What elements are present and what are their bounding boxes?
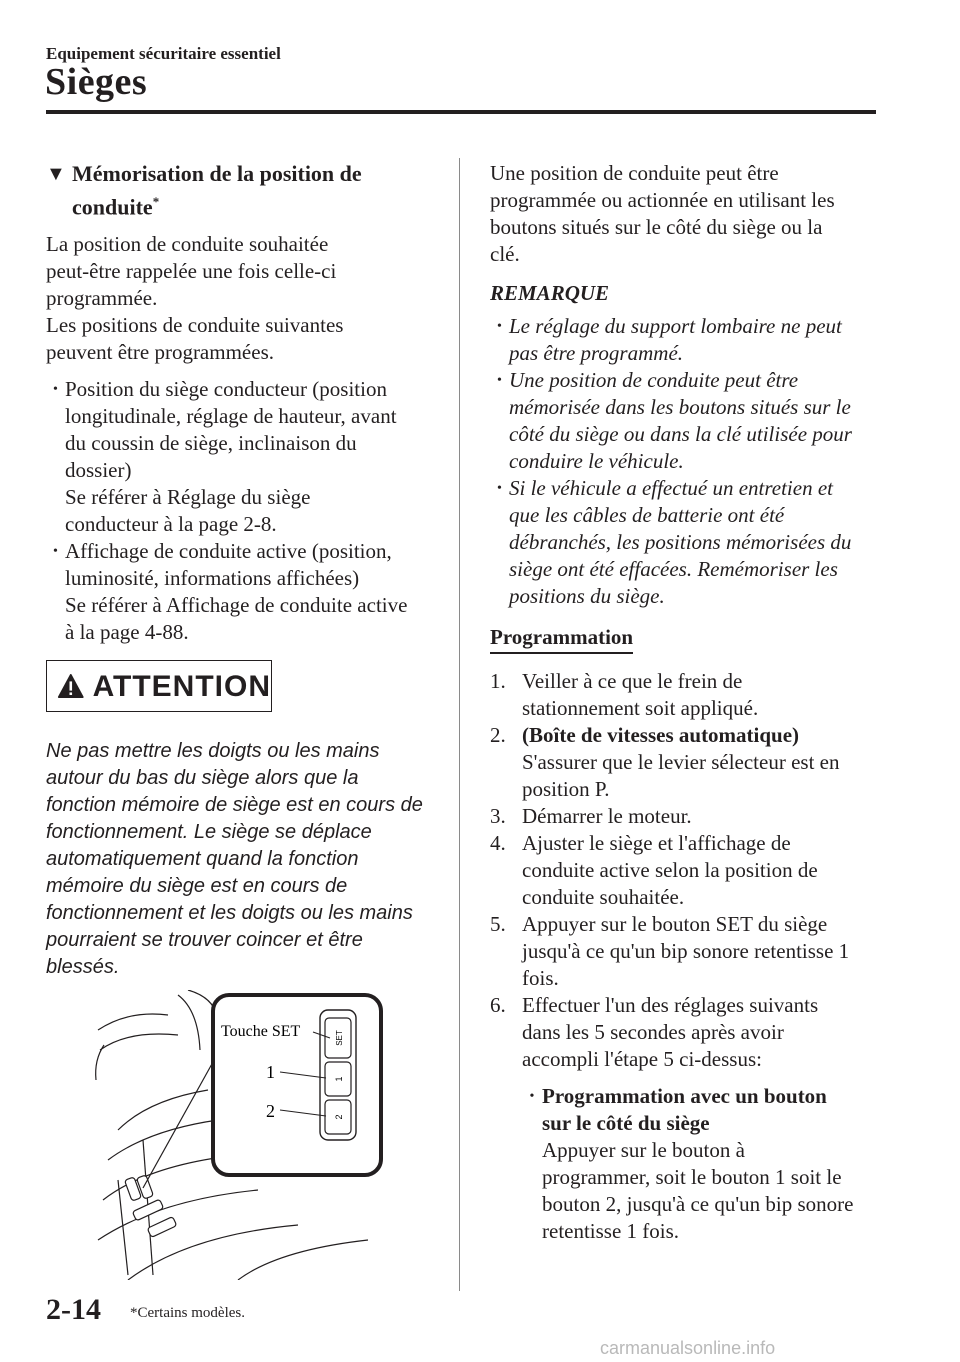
attention-box <box>46 660 272 712</box>
programmation-heading: Programmation <box>490 624 633 654</box>
page-number: 2-14 <box>46 1293 101 1326</box>
step-item: 6. Effectuer l'un des réglages suivants dans les 5 secondes après avoir accompli l'étape 5 ci-dessus: <box>490 993 819 1071</box>
page-title: Sièges <box>45 61 148 103</box>
intro-paragraph: La position de conduite souhaitée peut-être rappelée une fois celle-ci programmée. Les positions de conduite suivantes peuvent être programmées. <box>46 232 344 365</box>
button-1-text: 1 <box>334 1076 344 1082</box>
button-set-text: SET <box>335 1030 344 1046</box>
bullet-icon: • <box>53 382 58 398</box>
step-item: 2. (Boîte de vitesses automatique) S'assurer que le levier sélecteur est en position P. <box>490 723 840 801</box>
note-item: • Le réglage du support lombaire ne peut pas être programmé. <box>490 313 890 367</box>
callout-1: 1 <box>266 1062 275 1082</box>
remarque-heading: REMARQUE <box>490 281 610 305</box>
list-item: • Position du siège conducteur (position longitudinale, réglage de hauteur, avant du coussin de siège, inclinaison du dossier) Se référer à Réglage du siège conducteur à la page 2-8. <box>46 376 441 538</box>
heading-line-1: Mémorisation de la position de <box>72 161 362 186</box>
bullet-icon: • <box>497 319 502 334</box>
seat-memory-illustration <box>88 990 388 1280</box>
step-item: 4. Ajuster le siège et l'affichage de conduite active selon la position de conduite souhaitée. <box>490 831 818 909</box>
section-label: Equipement sécuritaire essentiel <box>46 44 281 63</box>
step-item: 1. Veiller à ce que le frein de stationnement soit appliqué. <box>490 669 759 720</box>
attention-label: ATTENTION <box>92 669 271 703</box>
bullet-icon: • <box>497 481 502 496</box>
footnote: *Certains modèles. <box>130 1305 245 1321</box>
callout-set: Touche SET <box>221 1023 301 1040</box>
right-intro: Une position de conduite peut être programmée ou actionnée en utilisant les boutons situés sur le côté du siège ou la clé. <box>490 161 835 266</box>
sub-list-item: • Programmation avec un bouton sur le côté du siège Appuyer sur le bouton à programmer, soit le bouton 1 soit le bouton 2, jusqu'à ce qu'un bip sonore retentisse 1 fois. <box>522 1083 890 1245</box>
column-divider <box>459 158 460 1291</box>
bullet-icon: • <box>529 1089 535 1104</box>
callout-2: 2 <box>266 1101 275 1121</box>
step-item: 5. Appuyer sur le bouton SET du siège jusqu'à ce qu'un bip sonore retentisse 1 fois. <box>490 912 850 990</box>
right-column <box>490 160 890 1245</box>
list-item: • Affichage de conduite active (position, luminosité, informations affichées) Se référer à Affichage de conduite active à la page 4-88. <box>46 538 441 646</box>
section-heading <box>46 160 441 221</box>
triangle-down-icon: ▼ <box>46 163 66 185</box>
button-2-text: 2 <box>334 1114 344 1120</box>
header-rule <box>46 110 876 114</box>
step-item: 3. Démarrer le moteur. <box>490 804 692 828</box>
note-item: • Une position de conduite peut être mémorisée dans les boutons situés sur le côté du siège ou dans la clé utilisée pour conduire le véhicule. <box>490 367 890 475</box>
watermark: carmanualsonline.info <box>600 1338 776 1358</box>
note-item: • Si le véhicule a effectué un entretien et que les câbles de batterie ont été débranchés, les positions mémorisées du siège ont été effacées. Remémoriser les positions du siège. <box>490 475 890 610</box>
attention-text: Ne pas mettre les doigts ou les mains autour du bas du siège alors que la fonction mémoire de siège est en cours de fonctionnement. Le siège se déplace automatiquement quand la fonction mémoire du siège est en cours de fonctionnement et les doigts ou les mains pourraient se trouver coincer et être blessés. <box>46 740 423 979</box>
left-column <box>46 160 441 981</box>
bullet-icon: • <box>497 373 502 388</box>
heading-asterisk: * <box>152 194 160 209</box>
bullet-icon: • <box>53 544 58 560</box>
warning-icon <box>57 672 85 700</box>
heading-line-2: conduite <box>72 194 153 220</box>
